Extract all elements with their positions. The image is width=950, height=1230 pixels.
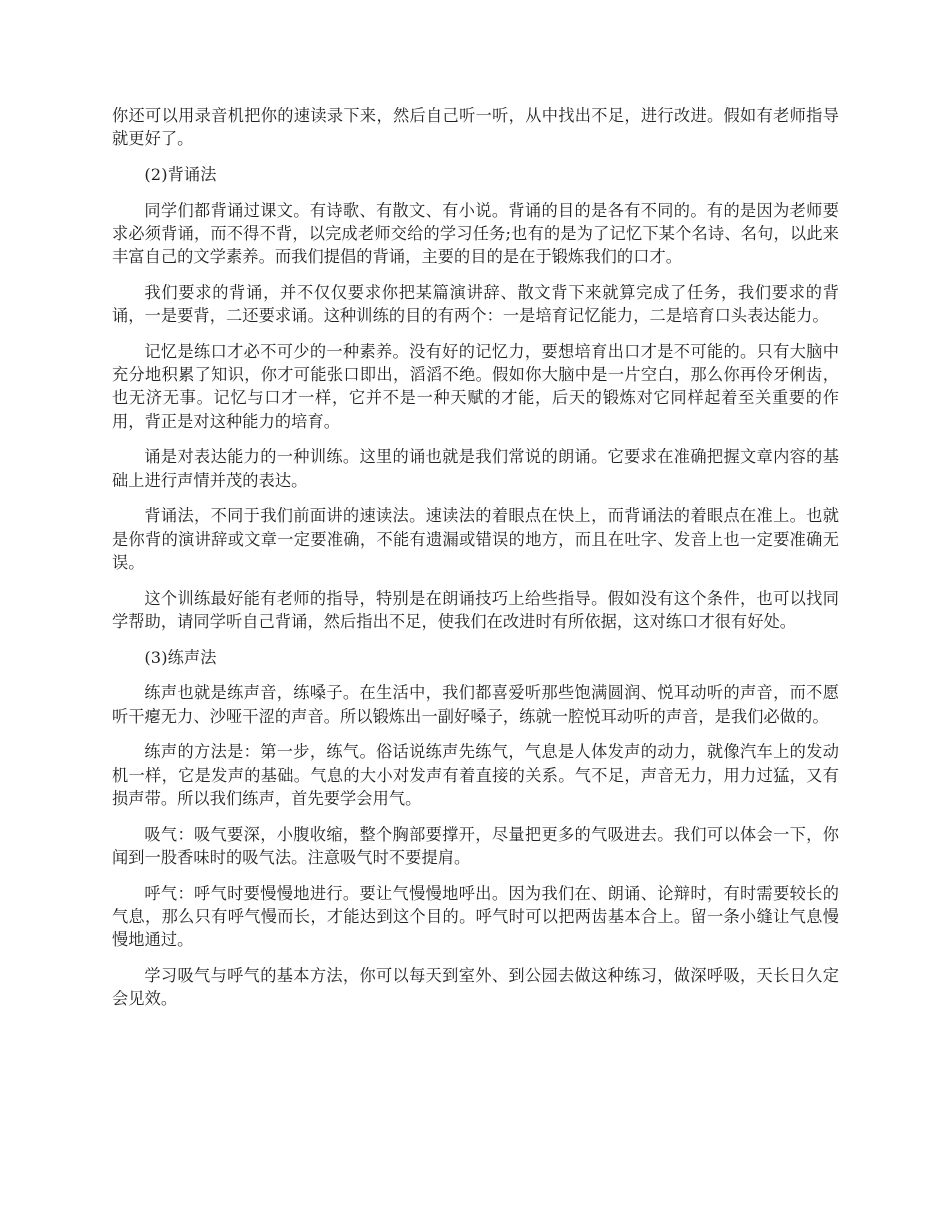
section-heading-recitation: (2)背诵法	[144, 165, 217, 184]
paragraph-intro: 你还可以用录音机把你的速读录下来，然后自己听一听，从中找出不足，进行改进。假如有老师指导就更好了。	[112, 106, 839, 149]
paragraph: 练声也就是练声音，练嗓子。在生活中，我们都喜爱听那些饱满圆润、悦耳动听的声音，而不愿听干瘪无力、沙哑干涩的声音。所以锻炼出一副好嗓子，练就一腔悦耳动听的声音，是我们必做的。	[112, 683, 839, 726]
section-heading-voice-practice: (3)练声法	[144, 647, 217, 667]
paragraph: 呼气：呼气时要慢慢地进行。要让气慢慢地呼出。因为我们在、朗诵、论辩时，有时需要较长的气息，那么只有呼气慢而长，才能达到这个目的。呼气时可以把两齿基本合上。留一条小缝让气息慢慢地通过。	[112, 883, 839, 950]
document-page	[112, 104, 839, 1023]
paragraph: 记忆是练口才必不可少的一种素养。没有好的记忆力，要想培育出口才是不可能的。只有大脑中充分地积累了知识，你才可能张口即出，滔滔不绝。假如你大脑中是一片空白，那么你再伶牙俐齿，也无济无事。记忆与口才一样，它并不是一种天赋的才能，后天的锻炼对它同样起着至关重要的作用，背正是对这种能力的培育。	[112, 342, 839, 431]
paragraph: 同学们都背诵过课文。有诗歌、有散文、有小说。背诵的目的是各有不同的。有的是因为老师要求必须背诵，而不得不背，以完成老师交给的学习任务;也有的是为了记忆下某个名诗、名句，以此来丰富自己的文学素养。而我们提倡的背诵，主要的目的是在于锻炼我们的口才。	[112, 200, 839, 267]
paragraph: 我们要求的背诵，并不仅仅要求你把某篇演讲辞、散文背下来就算完成了任务，我们要求的背诵，一是要背，二还要求诵。这种训练的目的有两个：一是培育记忆能力，二是培育口头表达能力。	[112, 283, 839, 326]
paragraph: 学习吸气与呼气的基本方法，你可以每天到室外、到公园去做这种练习，做深呼吸，天长日久定会见效。	[112, 965, 839, 1009]
paragraph: 吸气：吸气要深，小腹收缩，整个胸部要撑开，尽量把更多的气吸进去。我们可以体会一下，你闻到一股香味时的吸气法。注意吸气时不要提肩。	[112, 824, 839, 867]
paragraph: 这个训练最好能有老师的指导，特别是在朗诵技巧上给些指导。假如没有这个条件，也可以找同学帮助，请同学听自己背诵，然后指出不足，使我们在改进时有所依据，这对练口才很有好处。	[112, 588, 839, 631]
paragraph: 背诵法，不同于我们前面讲的速读法。速读法的着眼点在快上，而背诵法的着眼点在准上。也就是你背的演讲辞或文章一定要准确，不能有遗漏或错误的地方，而且在吐字、发音上也一定要准确无误。	[112, 506, 839, 572]
paragraph: 练声的方法是：第一步，练气。俗话说练声先练气，气息是人体发声的动力，就像汽车上的发动机一样，它是发声的基础。气息的大小对发声有着直接的关系。气不足，声音无力，用力过猛，又有损声带。所以我们练声，首先要学会用气。	[112, 742, 839, 808]
paragraph: 诵是对表达能力的一种训练。这里的诵也就是我们常说的朗诵。它要求在准确把握文章内容的基础上进行声情并茂的表达。	[112, 447, 839, 490]
